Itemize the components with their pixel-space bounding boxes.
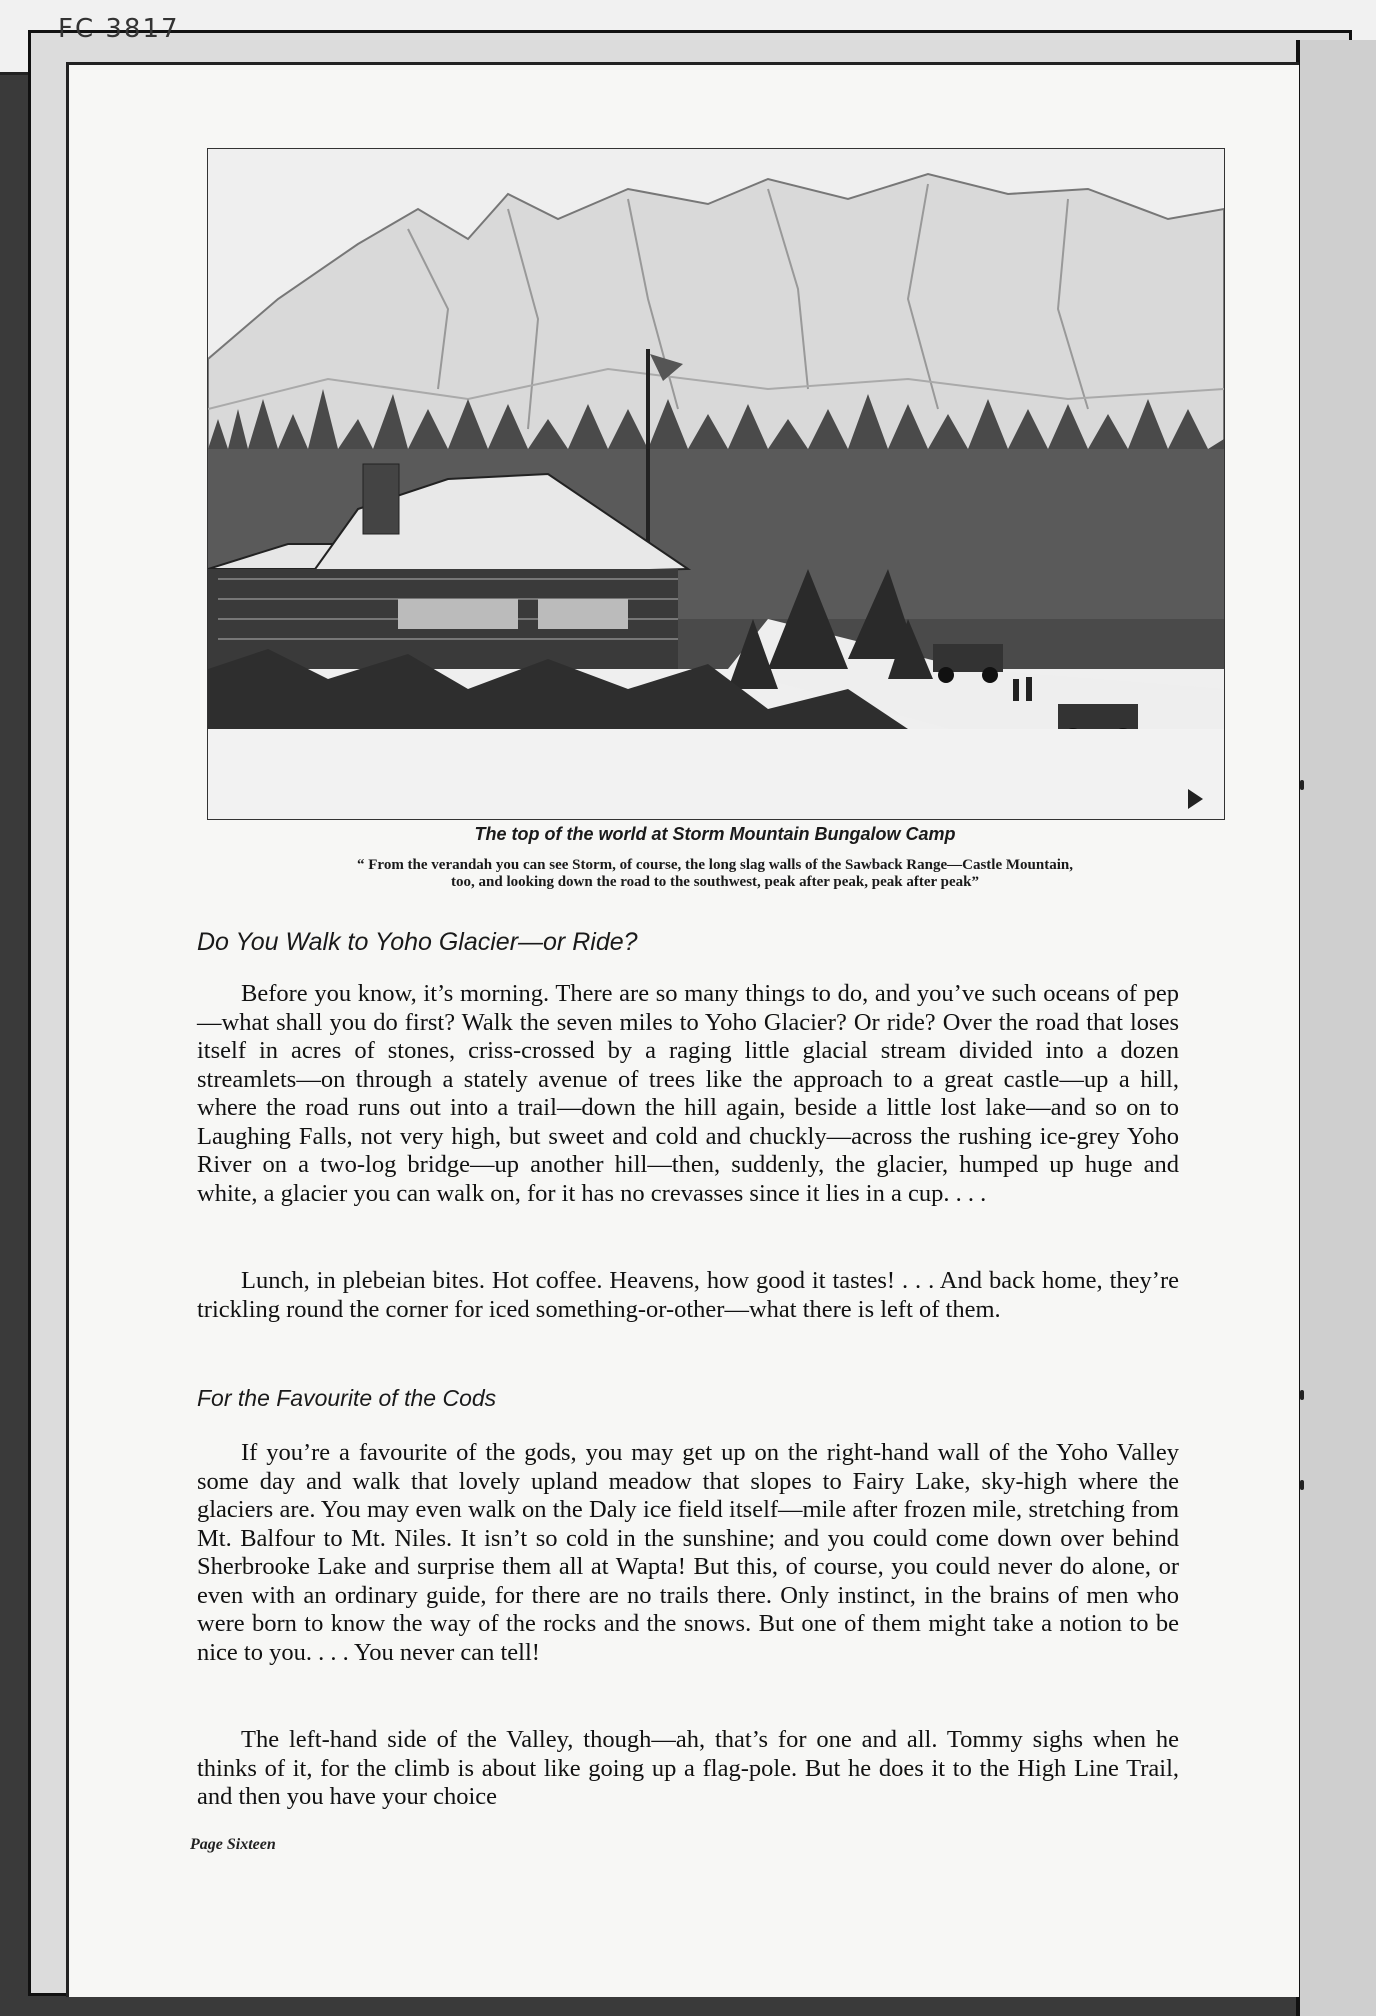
section-heading: For the Favourite of the Cods	[197, 1385, 497, 1411]
body-paragraph: If you’re a favourite of the gods, you may get up on the right-hand wall of the Yoho Valley some day and walk that lovely upland meadow that slopes to Fairy Lake, sky-high where the glaciers are. You may even walk on the Daly ice field itself—mile after frozen mile, stretching from Mt. Balfour to Mt. Niles. It isn’t so cold in the sunshine; and you could come down over behind Sherbrooke Lake and surprise them all at Wapta! But this, of course, you could never do alone, or even with an ordinary guide, for there are no trails there. Only instinct, in the brains of men who were born to know the way of the rocks and the snows. But one of them might take a notion to be nice to you. . . . You never can tell!	[197, 1439, 1179, 1666]
bungalow-illustration	[207, 148, 1225, 820]
mountain-camp-sketch	[208, 149, 1224, 819]
illustration-caption-title: The top of the world at Storm Mountain Bungalow Camp	[474, 824, 956, 844]
binding-mark	[1300, 780, 1304, 790]
call-number: FC 3817	[58, 14, 180, 44]
page-number: Page Sixteen	[190, 1836, 276, 1853]
section-heading: Do You Walk to Yoho Glacier—or Ride?	[197, 928, 638, 956]
body-paragraph: The left-hand side of the Valley, though—ah, that’s for one and all. Tommy sighs when he thinks of it, for the climb is about like going up a flag-pole. But he does it to the High Line Trail, and then you have your choice	[197, 1726, 1179, 1810]
facing-page-edge	[1296, 40, 1376, 2016]
body-paragraph: Before you know, it’s morning. There are so many things to do, and you’ve such oceans of pep—what shall you do first? Walk the seven miles to Yoho Glacier? Or ride? Over the road that loses itself in acres of stones, criss-crossed by a raging little glacial stream divided into a dozen streamlets—on through a stately avenue of trees like the approach to a great castle—up a hill, where the road runs out into a trail—down the hill again, beside a little lost lake—and so on to Laughing Falls, not very high, but sweet and cold and chuckly—across the rushing ice-grey Yoho River on a two-log bridge—up another hill—then, suddenly, the glacier, humped up huge and white, a glacier you can walk on, for it has no crevasses since it lies in a cup. . . .	[197, 980, 1179, 1207]
binding-mark	[1300, 1390, 1304, 1400]
caption-quote-line: too, and looking down the road to the southwest, peak after peak, peak after peak”	[451, 874, 979, 890]
body-paragraph: Lunch, in plebeian bites. Hot coffee. Heavens, how good it tastes! . . . And back home, they’re trickling round the corner for iced something-or-other—what there is left of them.	[197, 1267, 1179, 1323]
caption-quote-line: “ From the verandah you can see Storm, of course, the long slag walls of the Sawback Range—Castle Mountain,	[357, 857, 1073, 873]
illustration-caption-quote	[207, 857, 1223, 891]
binding-mark	[1300, 1480, 1304, 1490]
